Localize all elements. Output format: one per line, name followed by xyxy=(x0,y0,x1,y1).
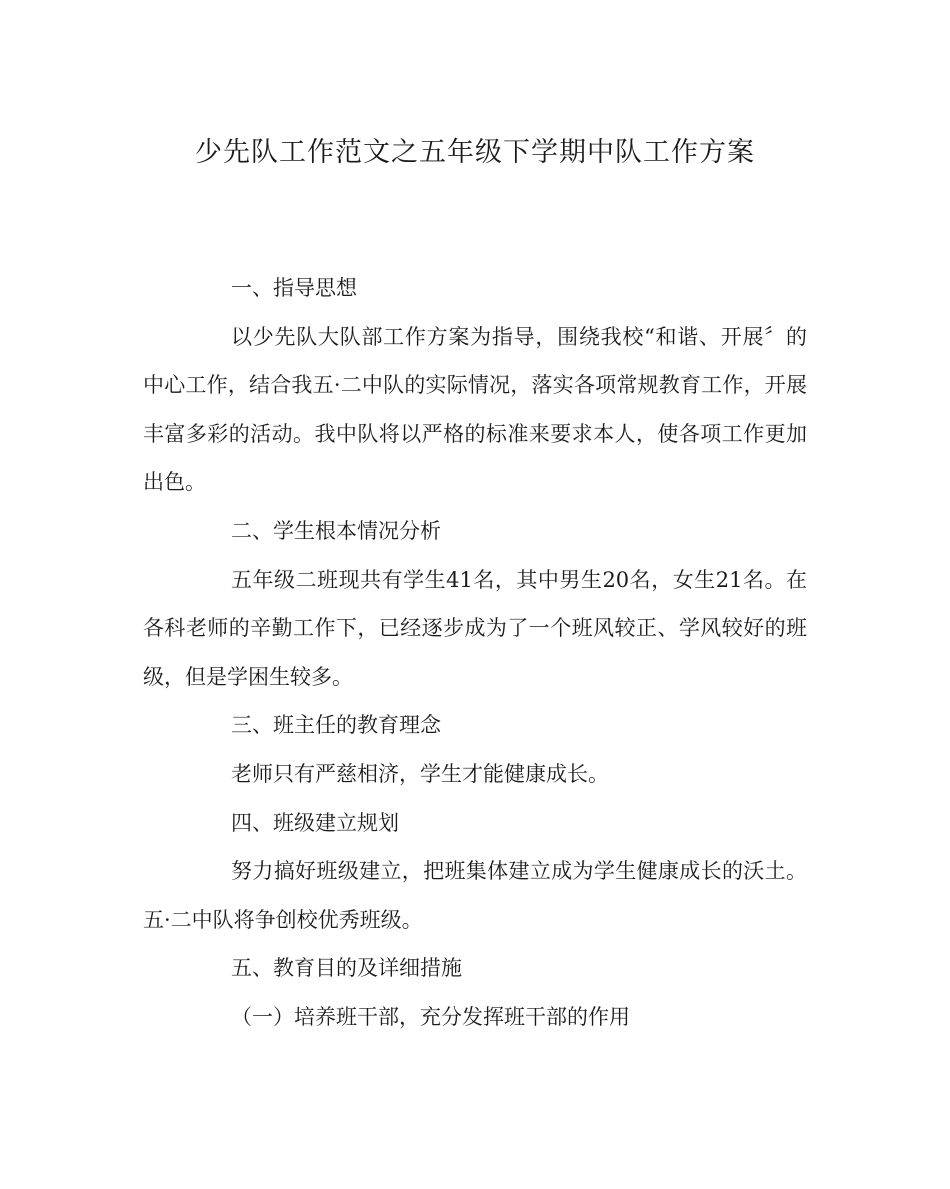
subsection-heading-5-1: （一）培养班干部，充分发挥班干部的作用 xyxy=(231,1004,630,1029)
section-heading-1: 一、指导思想 xyxy=(231,276,357,300)
section-paragraph-4: 努力搞好班级建立，把班集体建立成为学生健康成长的沃土。五·二中队将争创校优秀班级。 xyxy=(143,859,807,932)
section-paragraph-2: 五年级二班现共有学生41名，其中男生20名，女生21名。在各科老师的辛勤工作下，已经逐步成为了一个班风较正、学风较好的班级，但是学困生较多。 xyxy=(143,567,807,689)
section-heading-4: 四、班级建立规划 xyxy=(231,810,399,835)
section-paragraph-1: 以少先队大队部工作方案为指导，围绕我校“和谐、开展〞的中心工作，结合我五·二中队的实际情况，落实各项常规教育工作，开展丰富多彩的活动。我中队将以严格的标准来要求本人，使各项工作更加出色。 xyxy=(143,324,807,495)
section-heading-2: 二、学生根本情况分析 xyxy=(231,518,441,543)
section-heading-3: 三、班主任的教育理念 xyxy=(231,713,441,738)
document-title: 少先队工作范文之五年级下学期中队工作方案 xyxy=(195,137,755,168)
section-paragraph-3: 老师只有严慈相济，学生才能健康成长。 xyxy=(231,761,609,786)
section-heading-5: 五、教育目的及详细措施 xyxy=(231,956,462,981)
document-body xyxy=(143,264,807,1042)
